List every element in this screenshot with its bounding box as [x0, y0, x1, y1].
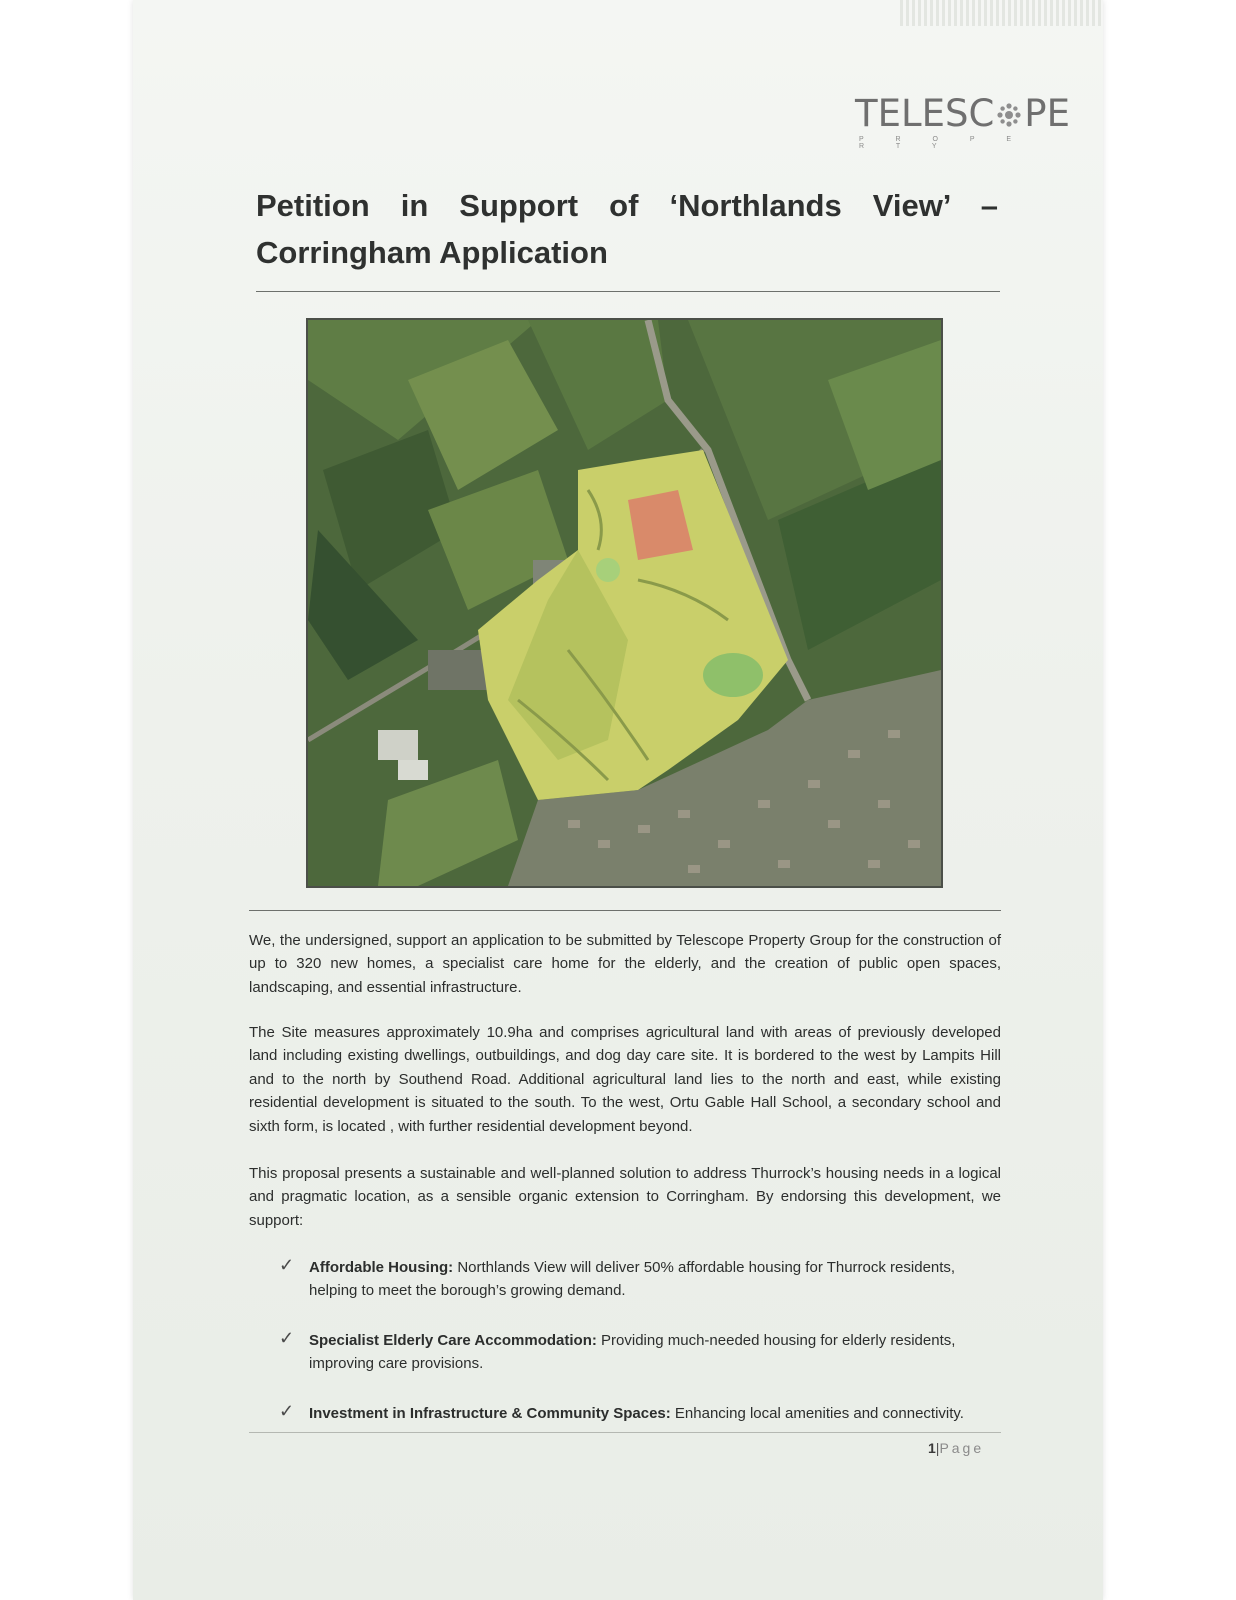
logo-lens-icon [995, 101, 1023, 129]
bullet-heading: Specialist Elderly Care Accommodation: [309, 1332, 597, 1349]
bullet-text: Northlands View will deliver 50% affordable housing for Thurrock residents, helping to meet the borough’s growing demand. [309, 1259, 956, 1300]
check-icon: ✓ [279, 1401, 295, 1421]
site-plan-image [306, 318, 943, 888]
page-number [928, 1440, 984, 1456]
logo-word-start: TELESC [855, 92, 995, 135]
footer-divider [249, 1432, 1001, 1433]
logo-wordmark [855, 92, 1070, 135]
title-divider [256, 291, 1000, 292]
page-label: Page [939, 1440, 985, 1456]
check-icon: ✓ [279, 1328, 295, 1348]
map-divider [249, 910, 1001, 911]
telescope-logo [855, 92, 1070, 152]
page-number-value: 1 [928, 1440, 936, 1456]
logo-subtitle: P R O P E R T Y [859, 136, 1027, 150]
logo-word-end: PE [1024, 92, 1070, 135]
bullet-heading: Affordable Housing: [309, 1259, 454, 1276]
check-icon: ✓ [279, 1255, 295, 1275]
paper-edge [900, 0, 1103, 26]
proposal-paragraph: This proposal presents a sustainable and well-planned solution to address Thurrock’s housing needs in a logical and pragmatic location, as a sensible organic extension to Corringham. By endorsing this development, we support: [249, 1165, 1001, 1229]
page-separator: | [935, 1440, 940, 1456]
page-title: Petition in Support of ‘Northlands View’ – Corringham Application [256, 188, 998, 270]
bullet-heading: Investment in Infrastructure & Community Spaces: [309, 1405, 671, 1422]
intro-paragraph: We, the undersigned, support an application to be submitted by Telescope Property Group for the construction of up to 320 new homes, a specialist care home for the elderly, and the creation of public open spaces, landscaping, and essential infrastructure. [249, 932, 1001, 996]
bullet-text: Enhancing local amenities and connectivity. [670, 1405, 964, 1422]
site-plan-aerial-image [308, 320, 941, 886]
bullet-text: Providing much-needed housing for elderly residents, improving care provisions. [309, 1332, 956, 1373]
site-paragraph: The Site measures approximately 10.9ha and comprises agricultural land with areas of previously developed land including existing dwellings, outbuildings, and dog day care site. It is bordered to the west by Lampits Hill and to the north by Southend Road. Additional agricultural land lies to the north and east, while existing residential development is situated to the south. To the west, Ortu Gable Hall School, a secondary school and sixth form, is located , with further residential development beyond. [249, 1024, 1001, 1135]
